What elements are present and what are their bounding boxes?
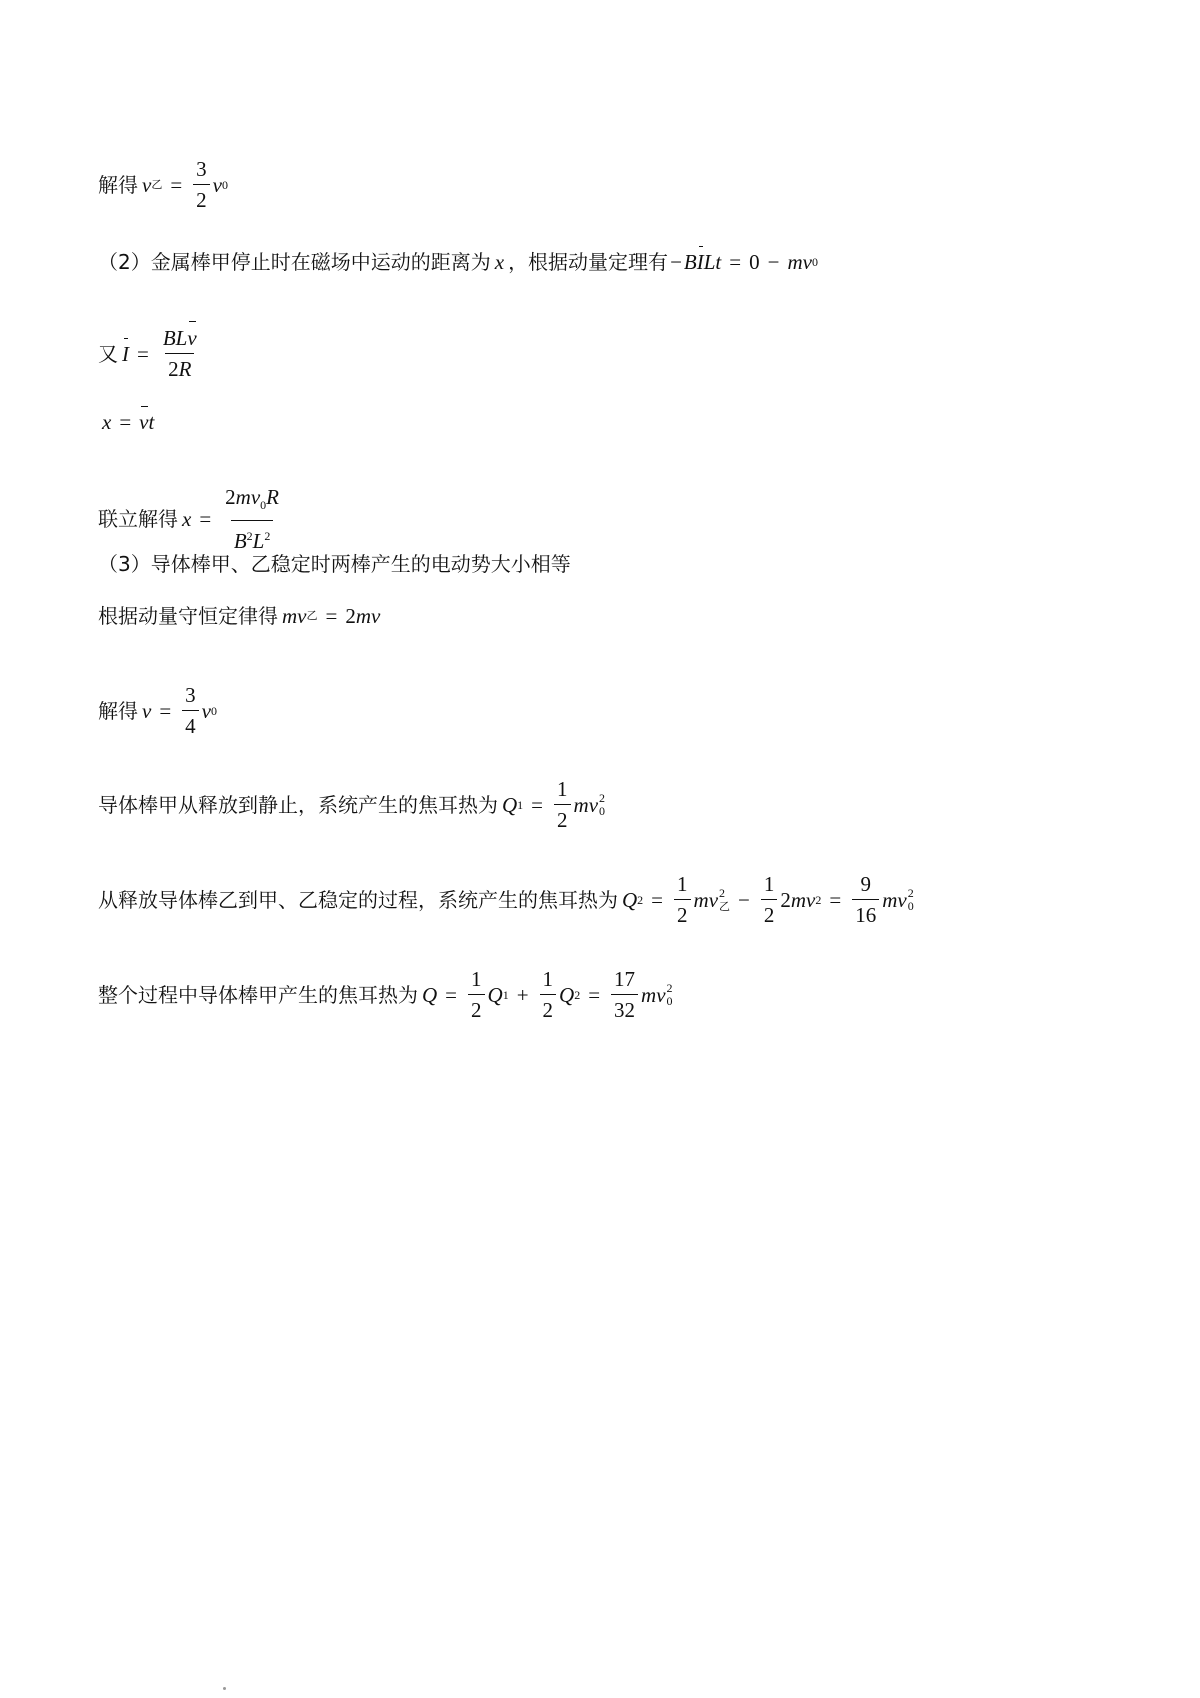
var-v: v (250, 485, 261, 509)
denominator: 2 (554, 804, 571, 833)
numerator: 1 (471, 967, 482, 991)
var-Q: Q (487, 982, 503, 1007)
line-10 (98, 871, 914, 928)
num-2: 2 (780, 887, 791, 912)
var-v: v (897, 887, 907, 912)
sub-0: 0 (907, 898, 914, 913)
var-v: v (708, 887, 719, 912)
sup-2: 2 (264, 529, 271, 543)
eq-sign: = (170, 172, 183, 197)
denominator (165, 353, 194, 382)
var-B: B (233, 529, 247, 553)
numerator: 3 (196, 157, 207, 181)
var-Q: Q (559, 982, 575, 1007)
var-B: B (683, 250, 697, 274)
var-x: x (182, 507, 192, 531)
var-v: v (588, 792, 599, 817)
sub-0: 0 (211, 703, 217, 718)
var-v: v (802, 250, 812, 274)
sub-0: 0 (222, 177, 228, 192)
sup-2: 2 (666, 980, 673, 995)
minus-sign: − (738, 887, 750, 912)
denominator (231, 520, 274, 554)
eq-sign: = (729, 250, 742, 274)
sup-2: 2 (719, 885, 726, 900)
var-m: m (790, 887, 807, 912)
line-2-text: （2）金属棒甲停止时在磁场中运动的距离为 (98, 250, 491, 274)
line-2-text-2: ，根据动量定理有 (508, 250, 669, 274)
line-7 (98, 604, 380, 628)
eq-sign: = (159, 698, 172, 723)
line-3-text: 又 (98, 341, 118, 366)
denominator: 2 (193, 184, 210, 213)
fraction (182, 682, 199, 739)
var-v: v (656, 982, 666, 1007)
denominator: 32 (611, 994, 638, 1023)
eq-sign: = (445, 982, 458, 1007)
var-m: m (882, 887, 898, 912)
line-1-text: 解得 (98, 172, 138, 197)
line-5-text: 联立解得 (98, 507, 178, 531)
denominator: 4 (182, 710, 199, 739)
numerator: 1 (763, 872, 775, 896)
line-1 (98, 156, 228, 213)
fraction (611, 966, 638, 1023)
sub-2: 2 (637, 892, 644, 907)
var-m: m (573, 792, 589, 817)
sup-sub-stack (719, 887, 730, 913)
sub-yi: 乙 (151, 177, 163, 191)
var-x: x (494, 250, 505, 274)
var-L: L (252, 529, 265, 553)
denominator: 2 (761, 899, 778, 928)
line-6-text: （3）导体棒甲、乙稳定时两棒产生的电动势大小相等 (98, 552, 571, 576)
var-v: v (806, 887, 816, 912)
line-6 (98, 552, 571, 576)
line-2 (98, 250, 818, 274)
sub-0: 0 (811, 255, 818, 269)
sup-sub-stack (667, 982, 673, 1008)
var-R: R (266, 485, 279, 509)
fraction (193, 156, 210, 213)
var-L: L (703, 250, 716, 274)
var-R: R (178, 357, 192, 381)
fraction (761, 871, 778, 928)
plus-sign: + (516, 982, 529, 1007)
numerator: 9 (860, 872, 871, 896)
denominator: 2 (674, 899, 691, 928)
line-5 (98, 484, 285, 554)
var-v: v (371, 604, 381, 628)
denominator: 2 (468, 994, 485, 1023)
denominator: 16 (852, 899, 879, 928)
line-4 (98, 410, 154, 434)
var-m: m (355, 604, 372, 628)
var-m: m (641, 982, 657, 1007)
var-I-bar: I (696, 250, 704, 274)
minus-sign: − (767, 250, 780, 274)
line-9-text: 导体棒甲从释放到静止，系统产生的焦耳热为 (98, 792, 498, 817)
var-m: m (282, 604, 298, 628)
var-v: v (142, 172, 152, 197)
sub-yi: 乙 (306, 609, 318, 622)
eq-sign: = (119, 410, 132, 434)
num-2: 2 (168, 357, 179, 381)
fraction (554, 776, 571, 833)
sub-yi: 乙 (719, 899, 731, 913)
var-x: x (102, 410, 112, 434)
numerator: 17 (614, 967, 636, 991)
numerator (222, 484, 282, 520)
numerator: 1 (557, 777, 568, 801)
eq-sign: = (137, 341, 149, 366)
num-2: 2 (345, 604, 356, 628)
line-11-text: 整个过程中导体棒甲产生的焦耳热为 (98, 982, 418, 1007)
var-m: m (235, 485, 251, 509)
numerator: 3 (185, 683, 196, 707)
denominator: 2 (540, 994, 557, 1023)
eq-sign: = (531, 792, 544, 817)
eq-sign: = (325, 604, 338, 628)
neg-sign: − (670, 250, 682, 274)
sub-2: 2 (574, 987, 581, 1002)
eq-sign: = (829, 887, 842, 912)
var-t: t (715, 250, 722, 274)
fraction (674, 871, 691, 928)
sub-0: 0 (666, 993, 673, 1008)
numerator: 1 (542, 967, 554, 991)
var-B: B (162, 326, 176, 350)
var-Q: Q (622, 887, 638, 912)
sup-2: 2 (907, 885, 914, 900)
var-m: m (787, 250, 803, 274)
var-m: m (693, 887, 709, 912)
line-8 (98, 682, 217, 739)
line-3 (98, 325, 203, 382)
eq-sign: = (651, 887, 664, 912)
sup-2: 2 (599, 790, 606, 805)
numerator: 1 (677, 872, 688, 896)
sup-2: 2 (815, 892, 822, 907)
var-L: L (175, 326, 188, 350)
var-Q: Q (422, 982, 438, 1007)
sub-1: 1 (517, 797, 524, 812)
line-7-text: 根据动量守恒定律得 (98, 604, 278, 628)
fraction (852, 871, 879, 928)
var-v-bar: v (139, 410, 149, 434)
var-v: v (297, 604, 307, 628)
eq-sign: = (588, 982, 601, 1007)
fraction (160, 325, 200, 382)
line-10-text: 从释放导体棒乙到甲、乙稳定的过程，系统产生的焦耳热为 (98, 887, 618, 912)
sub-0: 0 (260, 498, 267, 512)
eq-sign: = (199, 507, 212, 531)
var-t: t (148, 410, 155, 434)
line-9 (98, 776, 605, 833)
page-speck (223, 1687, 226, 1690)
num-2: 2 (225, 485, 236, 509)
sub-1: 1 (502, 987, 509, 1002)
var-v: v (212, 172, 222, 197)
line-11 (98, 966, 673, 1023)
sup-sub-stack (908, 887, 914, 913)
num-0: 0 (749, 250, 760, 274)
numerator (160, 325, 200, 353)
var-v: v (142, 698, 152, 723)
fraction (468, 966, 485, 1023)
sub-0: 0 (599, 803, 606, 818)
var-Q: Q (502, 792, 518, 817)
fraction (540, 966, 557, 1023)
sup-sub-stack (599, 792, 605, 818)
sup-2: 2 (246, 529, 253, 543)
var-v-bar: v (187, 326, 197, 350)
var-v: v (201, 698, 211, 723)
var-I-bar: I (122, 341, 129, 366)
line-8-text: 解得 (98, 698, 138, 723)
fraction (222, 484, 282, 554)
